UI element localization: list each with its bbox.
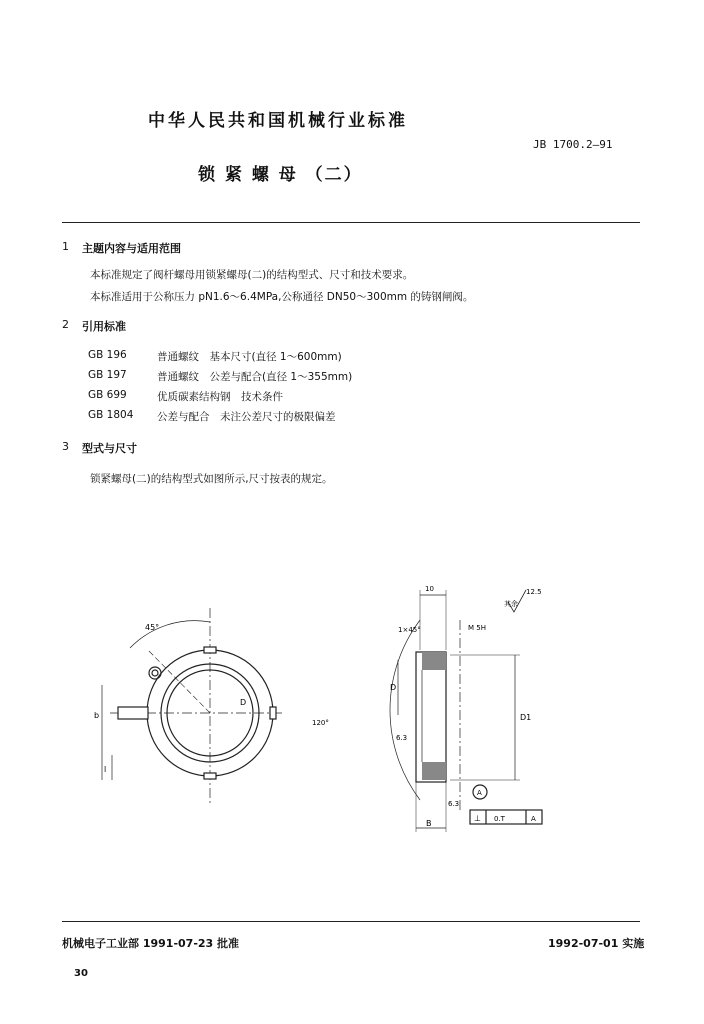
thread-label: M 5H <box>468 624 486 632</box>
page-number: 30 <box>74 968 88 979</box>
finish-face: 6.3 <box>448 800 460 808</box>
dimension-d: D <box>390 683 397 692</box>
depth-label: l <box>104 765 107 774</box>
chamfer-label: 1×45° <box>398 626 421 634</box>
datum-label: A <box>477 789 482 797</box>
angle-label: 120° <box>312 719 329 727</box>
section-1-paragraph-2: 本标准适用于公称压力 pN1.6～6.4MPa,公称通径 DN50～300mm 的铸钢闸阀。 <box>90 291 474 303</box>
tolerance-value: 0.T <box>494 815 505 823</box>
width-label: b <box>94 711 100 720</box>
rest-note: 其余 <box>504 600 518 608</box>
section-1-number: 1 <box>62 240 69 253</box>
reference-code: GB 1804 <box>88 409 134 421</box>
footer-rule <box>62 921 640 922</box>
document-title: 锁 紧 螺 母 （二） <box>198 165 363 185</box>
section-2-number: 2 <box>62 318 69 331</box>
approval-note: 机械电子工业部 1991-07-23 批准 <box>62 937 240 950</box>
datum-reference: A <box>531 815 536 823</box>
section-1-heading: 主题内容与适用范围 <box>82 242 181 255</box>
ring-label: D <box>240 698 247 707</box>
header-rule <box>62 222 640 223</box>
implementation-date: 1992-07-01 实施 <box>548 937 645 950</box>
finish-left: 6.3 <box>396 734 408 742</box>
section-3-paragraph: 锁紧螺母(二)的结构型式如图所示,尺寸按表的规定。 <box>90 473 333 485</box>
dimension-d1: D1 <box>520 713 532 722</box>
top-dimension: 10 <box>425 585 434 593</box>
reference-description: 普通螺纹 基本尺寸(直径 1～600mm) <box>157 351 342 363</box>
nut-plan-view <box>90 600 290 810</box>
surface-finish: 12.5 <box>526 588 542 596</box>
reference-description: 公差与配合 未注公差尺寸的极限偏差 <box>157 411 336 423</box>
org-title: 中华人民共和国机械行业标准 <box>148 111 408 131</box>
section-1-paragraph-1: 本标准规定了阀杆螺母用锁紧螺母(二)的结构型式、尺寸和技术要求。 <box>90 269 414 281</box>
nut-section-view <box>300 580 560 840</box>
reference-code: GB 196 <box>88 349 127 361</box>
reference-description: 优质碳素结构钢 技术条件 <box>157 391 283 403</box>
standard-number: JB 1700.2—91 <box>533 138 613 151</box>
reference-code: GB 197 <box>88 369 127 381</box>
dimension-b: B <box>426 819 432 828</box>
section-3-heading: 型式与尺寸 <box>82 442 137 455</box>
section-3-number: 3 <box>62 440 69 453</box>
reference-description: 普通螺纹 公差与配合(直径 1～355mm) <box>157 371 353 383</box>
angle-label: 45° <box>145 623 160 632</box>
perpendicularity-symbol: ⊥ <box>474 814 481 823</box>
reference-code: GB 699 <box>88 389 127 401</box>
section-2-heading: 引用标准 <box>82 320 126 333</box>
